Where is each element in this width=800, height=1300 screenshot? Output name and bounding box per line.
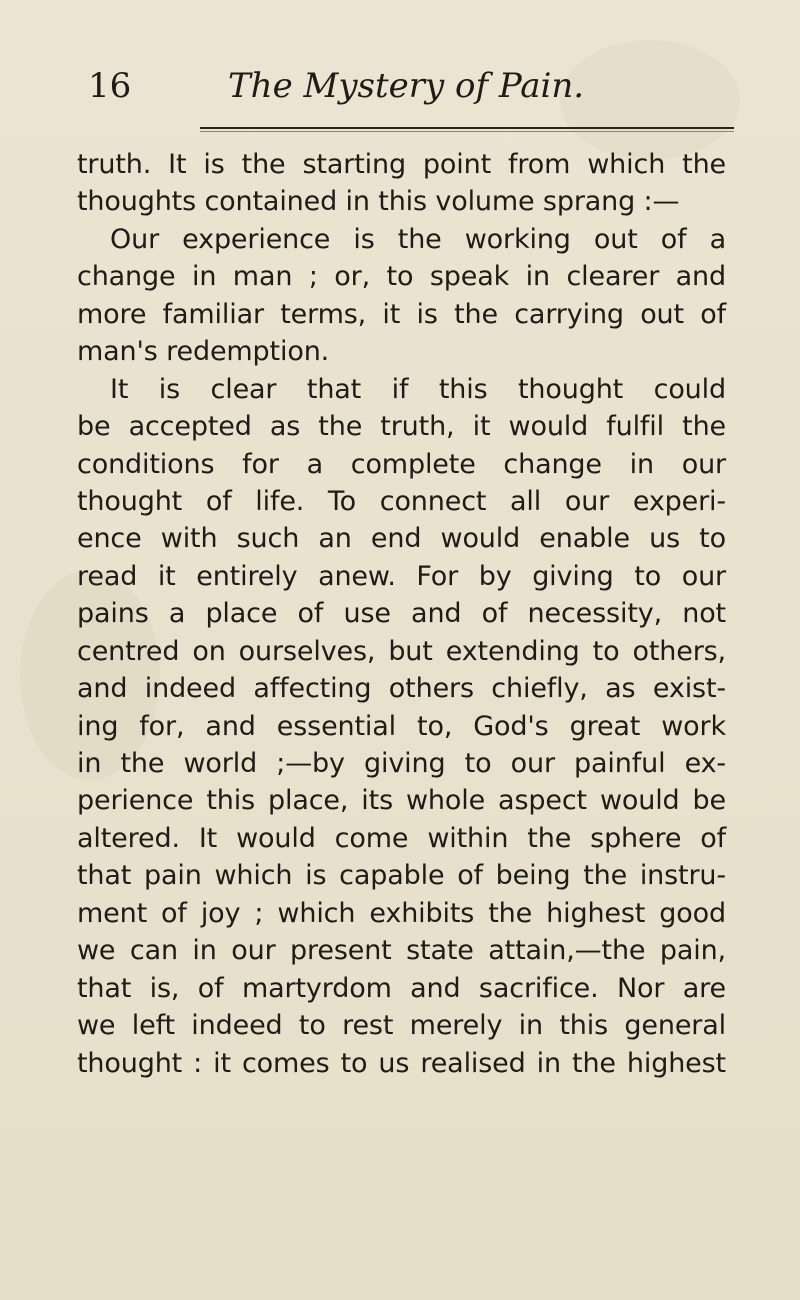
text-line: more familiar terms, it is the carrying out of <box>77 298 726 330</box>
body-text <box>77 146 726 1082</box>
text-line: conditions for a complete change in our <box>77 448 726 480</box>
text-line: It is clear that if this thought could <box>110 373 726 405</box>
text-line: thought of life. To connect all our experi- <box>77 485 726 517</box>
text-line: ing for, and essential to, God's great work <box>77 710 726 742</box>
text-line: Our experience is the working out of a <box>110 223 726 255</box>
page-number: 16 <box>88 66 132 106</box>
text-line: pains a place of use and of necessity, not <box>77 598 726 630</box>
text-line: that is, of martyrdom and sacrifice. Nor are <box>77 972 726 1004</box>
text-line: truth. It is the starting point from which the <box>77 149 726 180</box>
running-title: The Mystery of Pain. <box>228 66 585 106</box>
text-line: and indeed affecting others chiefly, as exist- <box>77 673 726 705</box>
text-line: ment of joy ; which exhibits the highest good <box>77 897 726 929</box>
text-line: we left indeed to rest merely in this general <box>77 1010 726 1042</box>
text-line: thoughts contained in this volume sprang :— <box>77 186 680 218</box>
text-line: we can in our present state attain,—the pain, <box>77 935 726 967</box>
text-line: be accepted as the truth, it would fulfil the <box>77 411 726 443</box>
text-line: man's redemption. <box>77 336 330 368</box>
running-head <box>88 66 724 112</box>
text-line: change in man ; or, to speak in clearer and <box>77 261 726 293</box>
header-rule <box>200 127 734 129</box>
text-line: altered. It would come within the sphere of <box>77 822 726 854</box>
text-line: in the world ;—by giving to our painful ex- <box>77 748 726 779</box>
text-line: that pain which is capable of being the instru- <box>77 860 726 892</box>
text-line: centred on ourselves, but extending to others, <box>77 635 726 667</box>
text-line: ence with such an end would enable us to <box>77 523 726 555</box>
text-line: read it entirely anew. For by giving to our <box>77 560 726 592</box>
text-line: perience this place, its whole aspect would be <box>77 785 726 817</box>
text-line: thought : it comes to us realised in the highest <box>77 1047 726 1079</box>
